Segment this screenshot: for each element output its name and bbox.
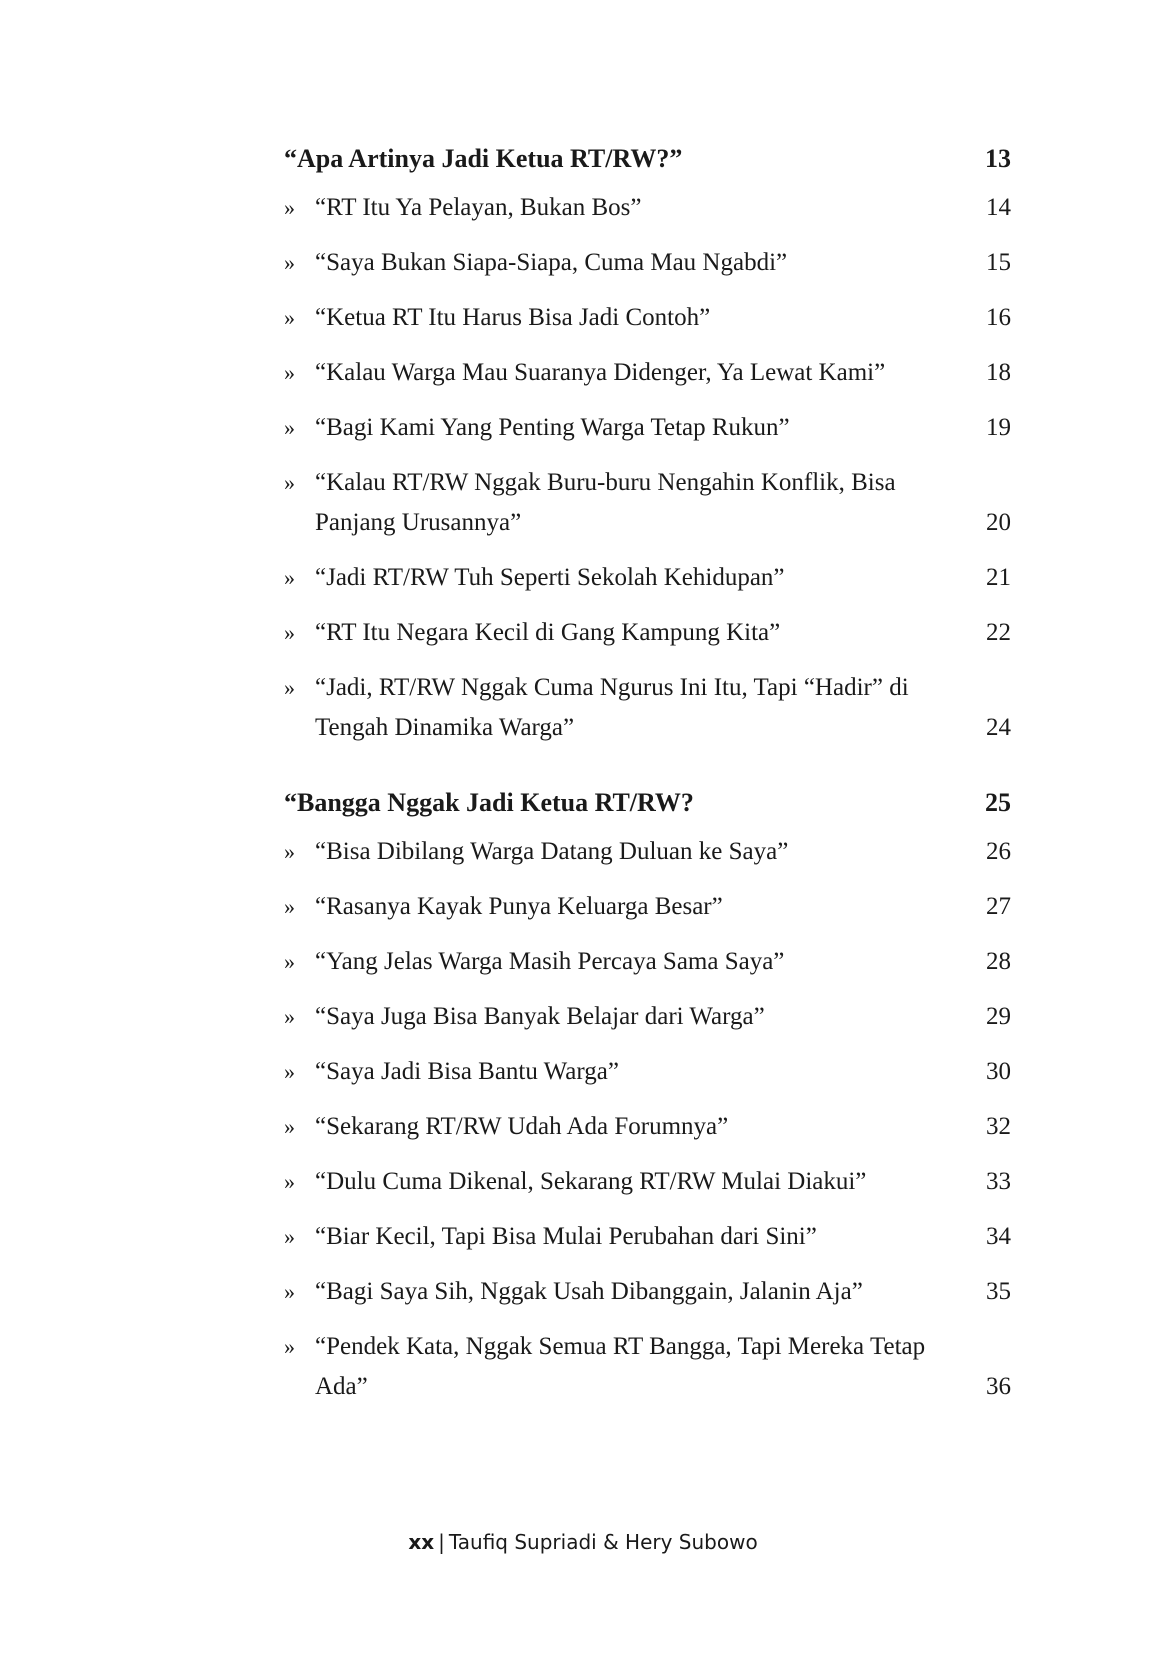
bullet-icon: » — [284, 1169, 295, 1194]
page-footer — [0, 1530, 1166, 1554]
entry-page-number: 19 — [986, 414, 1011, 441]
entry-title: “Dulu Cuma Dikenal, Sekarang RT/RW Mulai Diakui” — [315, 1168, 867, 1195]
toc-entry — [284, 668, 1011, 748]
entry-title: “Rasanya Kayak Punya Keluarga Besar” — [315, 893, 723, 920]
bullet-icon: » — [284, 1059, 295, 1084]
toc-entry — [284, 408, 1011, 448]
entry-page-number: 35 — [986, 1278, 1011, 1305]
toc-entry — [284, 1272, 1011, 1312]
toc-entry — [284, 613, 1011, 653]
bullet-icon: » — [284, 360, 295, 385]
entry-page-number: 18 — [986, 359, 1011, 386]
entry-page-number: 27 — [986, 893, 1011, 920]
entry-title: “RT Itu Ya Pelayan, Bukan Bos” — [315, 194, 642, 221]
entry-page-number: 22 — [986, 619, 1011, 646]
entry-title: “Saya Jadi Bisa Bantu Warga” — [315, 1058, 619, 1085]
bullet-icon: » — [284, 415, 295, 440]
entry-page-number: 20 — [986, 509, 1011, 536]
entry-page-number: 36 — [986, 1373, 1011, 1400]
bullet-icon: » — [284, 1004, 295, 1029]
toc-entry — [284, 558, 1011, 598]
bullet-icon: » — [284, 305, 295, 330]
footer-separator: | — [438, 1530, 445, 1554]
toc-section-heading — [284, 774, 1011, 832]
toc-entry — [284, 188, 1011, 228]
entry-page-number: 14 — [986, 194, 1011, 221]
entry-title: “Bagi Saya Sih, Nggak Usah Dibanggain, Jalanin Aja” — [315, 1278, 863, 1305]
toc-entry — [284, 1107, 1011, 1147]
entry-title: “Bisa Dibilang Warga Datang Duluan ke Saya” — [315, 838, 789, 865]
entry-title: “Jadi, RT/RW Nggak Cuma Ngurus Ini Itu, Tapi “Hadir” di Tengah Dinamika Warga” — [315, 674, 909, 741]
entry-title: “Sekarang RT/RW Udah Ada Forumnya” — [315, 1113, 729, 1140]
entry-page-number: 16 — [986, 304, 1011, 331]
entry-page-number: 33 — [986, 1168, 1011, 1195]
section-title: “Apa Artinya Jadi Ketua RT/RW?” — [284, 144, 683, 173]
section-page-number: 25 — [985, 788, 1011, 817]
entry-title: “Ketua RT Itu Harus Bisa Jadi Contoh” — [315, 304, 711, 331]
entry-title: “Yang Jelas Warga Masih Percaya Sama Saya” — [315, 948, 785, 975]
toc-section — [284, 774, 1011, 1407]
toc-entry — [284, 887, 1011, 927]
entry-page-number: 32 — [986, 1113, 1011, 1140]
bullet-icon: » — [284, 949, 295, 974]
bullet-icon: » — [284, 894, 295, 919]
bullet-icon: » — [284, 470, 295, 495]
entry-page-number: 29 — [986, 1003, 1011, 1030]
entry-page-number: 24 — [986, 714, 1011, 741]
toc-entry — [284, 298, 1011, 338]
entry-page-number: 21 — [986, 564, 1011, 591]
toc-entry — [284, 942, 1011, 982]
footer-authors: Taufiq Supriadi & Hery Subowo — [448, 1530, 758, 1554]
entry-title: “Saya Bukan Siapa-Siapa, Cuma Mau Ngabdi” — [315, 249, 788, 276]
entry-page-number: 15 — [986, 249, 1011, 276]
entry-title: “Kalau Warga Mau Suaranya Didenger, Ya Lewat Kami” — [315, 359, 886, 386]
entry-page-number: 26 — [986, 838, 1011, 865]
entry-title: “Saya Juga Bisa Banyak Belajar dari Warga” — [315, 1003, 765, 1030]
section-page-number: 13 — [985, 144, 1011, 173]
bullet-icon: » — [284, 1114, 295, 1139]
entry-title: “Kalau RT/RW Nggak Buru-buru Nengahin Konflik, Bisa Panjang Urusannya” — [315, 469, 896, 536]
entry-page-number: 30 — [986, 1058, 1011, 1085]
toc-entry — [284, 1162, 1011, 1202]
bullet-icon: » — [284, 620, 295, 645]
bullet-icon: » — [284, 250, 295, 275]
bullet-icon: » — [284, 565, 295, 590]
bullet-icon: » — [284, 839, 295, 864]
entry-page-number: 28 — [986, 948, 1011, 975]
entry-title: “Bagi Kami Yang Penting Warga Tetap Rukun” — [315, 414, 790, 441]
toc-entry — [284, 353, 1011, 393]
toc-entry — [284, 997, 1011, 1037]
toc-entry — [284, 1327, 1011, 1407]
bullet-icon: » — [284, 195, 295, 220]
entry-title: “RT Itu Negara Kecil di Gang Kampung Kita” — [315, 619, 781, 646]
bullet-icon: » — [284, 1224, 295, 1249]
bullet-icon: » — [284, 675, 295, 700]
toc-entry — [284, 1217, 1011, 1257]
bullet-icon: » — [284, 1279, 295, 1304]
toc-entry — [284, 243, 1011, 283]
section-title: “Bangga Nggak Jadi Ketua RT/RW? — [284, 788, 694, 817]
toc-entry — [284, 832, 1011, 872]
entry-title: “Jadi RT/RW Tuh Seperti Sekolah Kehidupan” — [315, 564, 785, 591]
toc-section — [284, 130, 1011, 748]
bullet-icon: » — [284, 1334, 295, 1359]
entry-title: “Pendek Kata, Nggak Semua RT Bangga, Tapi Mereka Tetap Ada” — [315, 1333, 926, 1400]
footer-page-number: xx — [408, 1530, 435, 1554]
toc-entry — [284, 463, 1011, 543]
table-of-contents — [284, 130, 1011, 1433]
toc-section-heading — [284, 130, 1011, 188]
entry-title: “Biar Kecil, Tapi Bisa Mulai Perubahan dari Sini” — [315, 1223, 817, 1250]
toc-entry — [284, 1052, 1011, 1092]
entry-page-number: 34 — [986, 1223, 1011, 1250]
